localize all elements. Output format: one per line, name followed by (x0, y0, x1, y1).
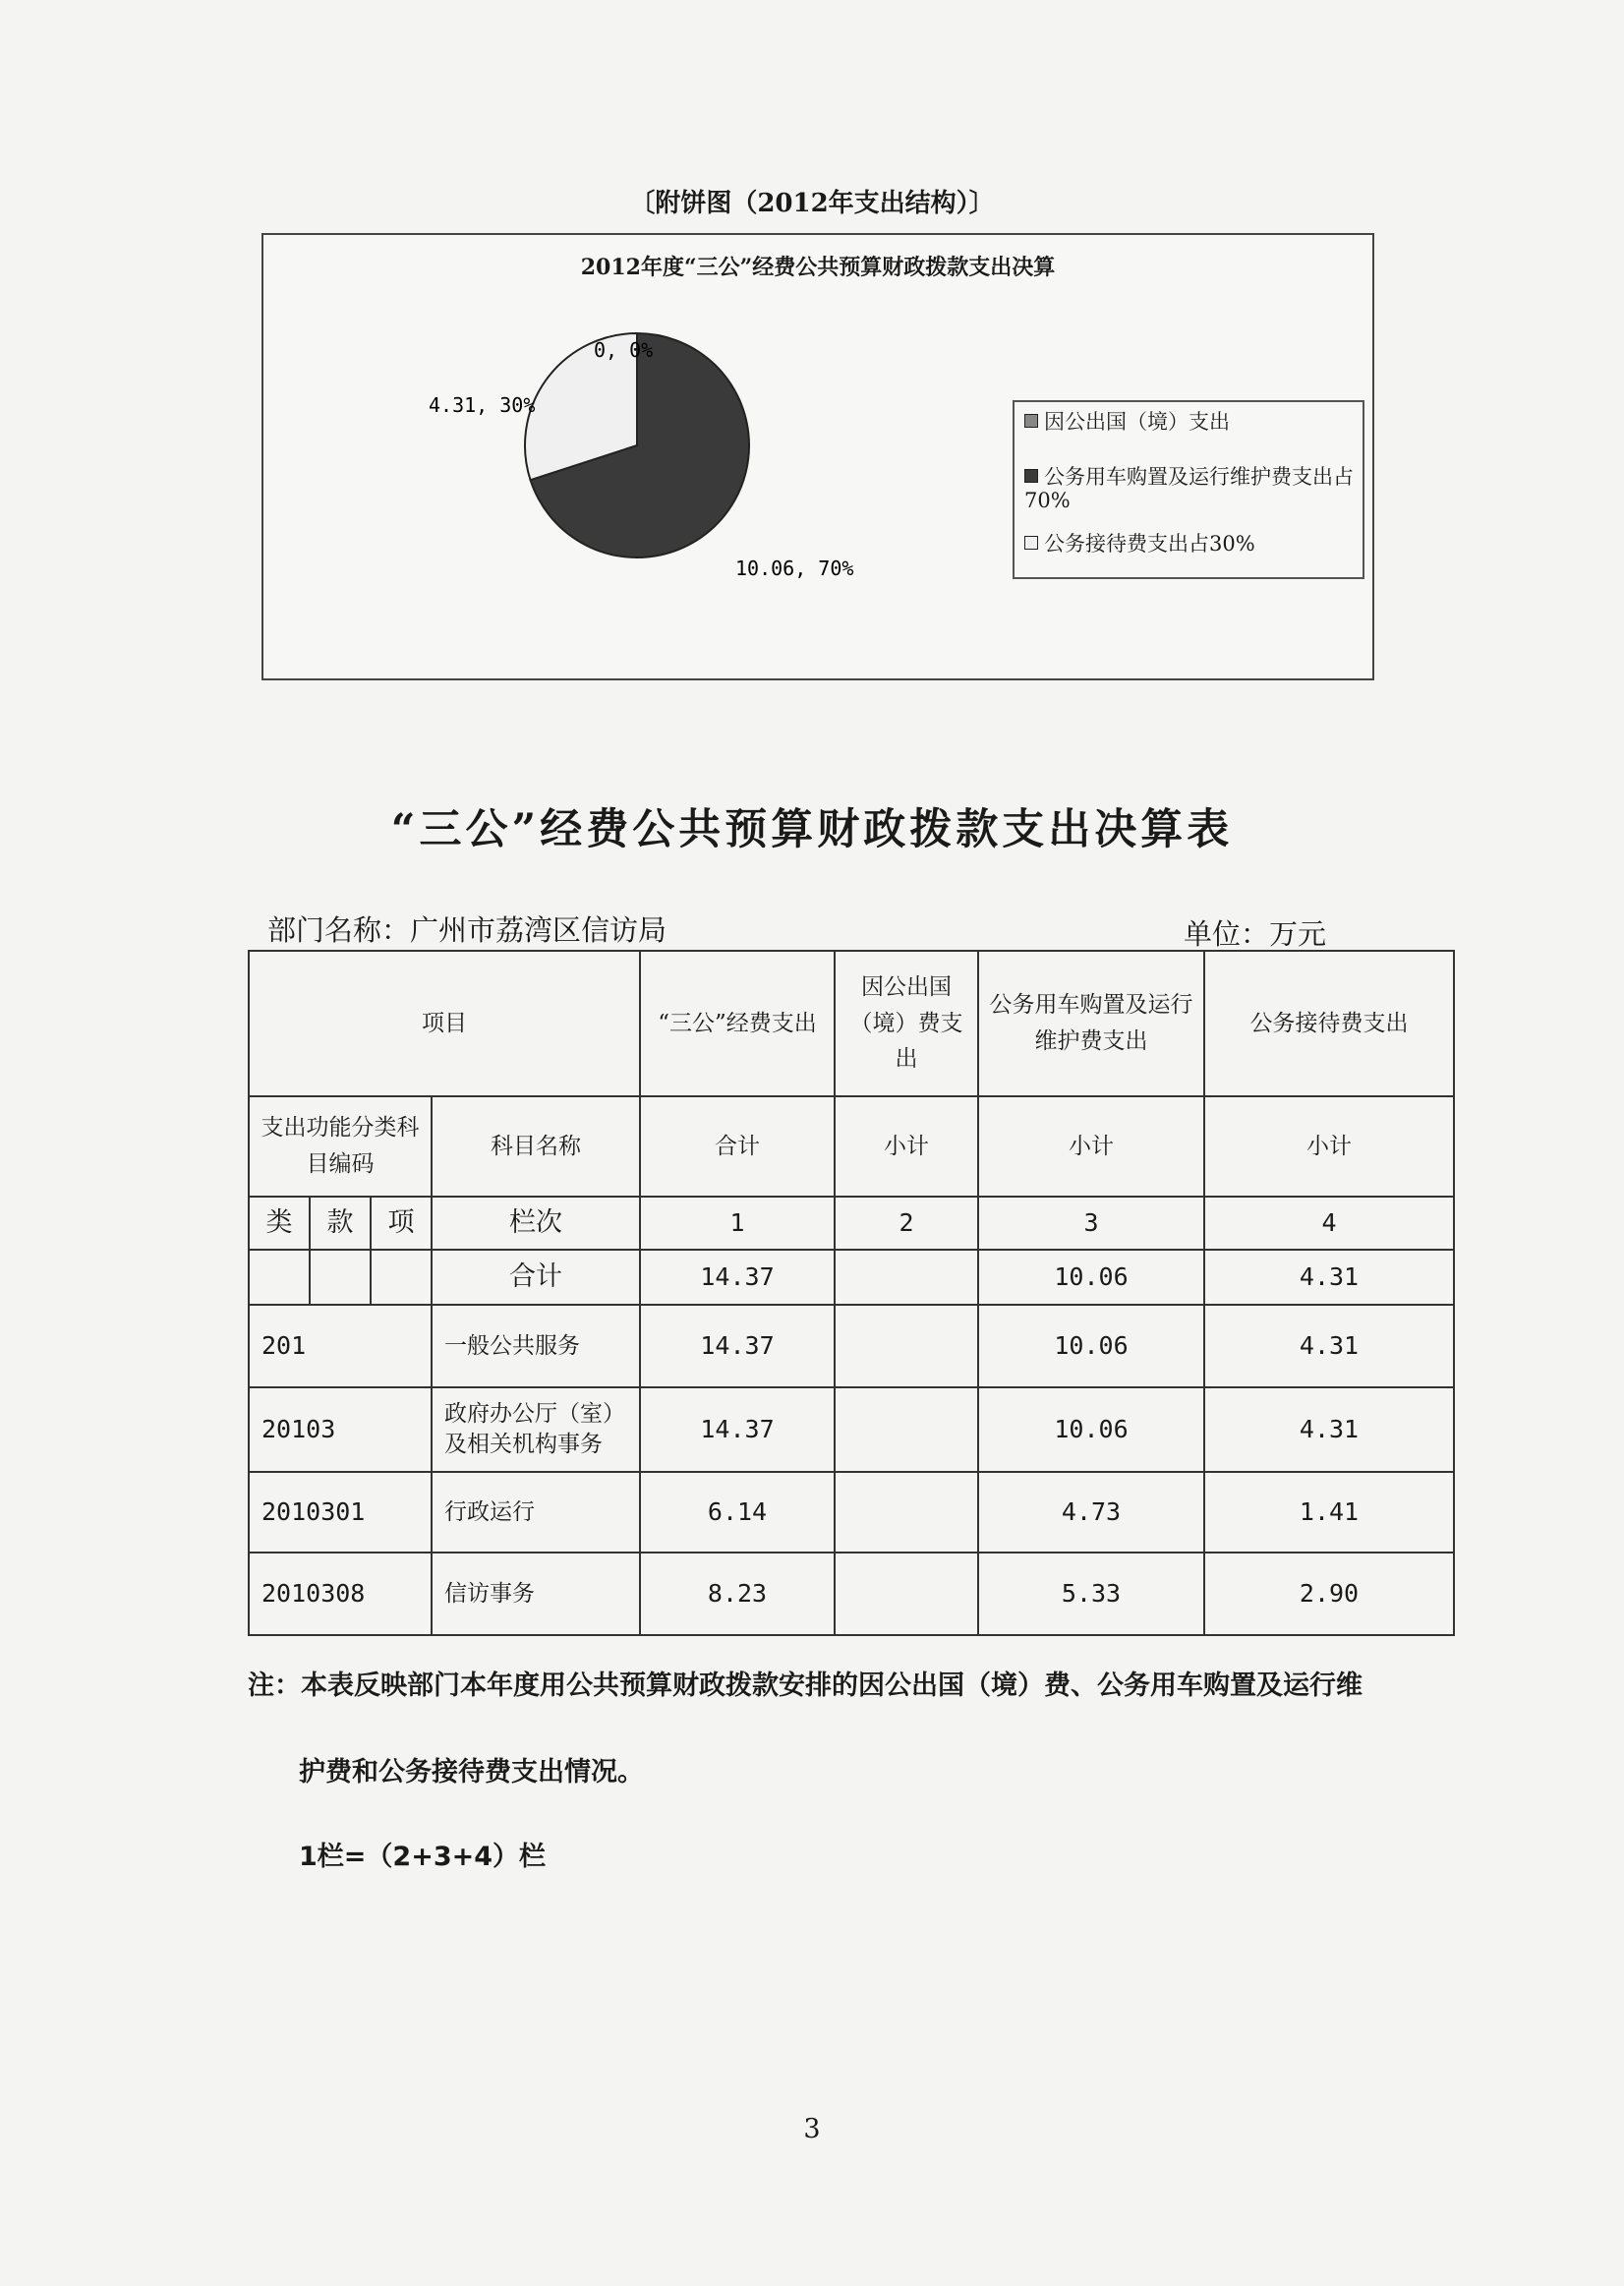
legend-swatch-icon (1024, 414, 1038, 428)
unit-label: 单位：万元 (1184, 917, 1327, 951)
header-lei: 类 (249, 1197, 310, 1250)
row-c4: 4.31 (1204, 1387, 1454, 1472)
header-n1: 1 (640, 1197, 835, 1250)
total-label: 合计 (432, 1250, 640, 1305)
header-col3: 公务用车购置及运行维护费支出 (978, 951, 1204, 1096)
row-c3: 10.06 (978, 1305, 1204, 1387)
legend-item-reception (1024, 532, 1355, 556)
row-c1: 14.37 (640, 1387, 835, 1472)
total-row (249, 1250, 1454, 1305)
row-c4: 2.90 (1204, 1553, 1454, 1635)
legend-item-overseas (1024, 410, 1355, 434)
attachment-title: 〔附饼图（2012年支出结构）〕 (629, 189, 995, 218)
header-col1: “三公”经费支出 (640, 951, 835, 1096)
expenditure-table (248, 950, 1455, 1636)
header-col4: 公务接待费支出 (1204, 951, 1454, 1096)
row-c2 (835, 1553, 978, 1635)
total-c2 (835, 1250, 978, 1305)
row-name: 政府办公厅（室）及相关机构事务 (432, 1387, 640, 1472)
row-c2 (835, 1472, 978, 1553)
table-row (249, 1305, 1454, 1387)
row-code: 2010308 (249, 1553, 432, 1635)
row-c3: 10.06 (978, 1387, 1204, 1472)
row-code: 201 (249, 1305, 432, 1387)
header-col1-sub: 合计 (640, 1096, 835, 1197)
page-number: 3 (803, 2114, 821, 2144)
header-subject-name: 科目名称 (432, 1096, 640, 1197)
pie-chart-panel (261, 233, 1374, 680)
header-col3-sub: 小计 (978, 1096, 1204, 1197)
header-func-code: 支出功能分类科目编码 (249, 1096, 432, 1197)
table-row (249, 1387, 1454, 1472)
header-n2: 2 (835, 1197, 978, 1250)
header-lanci: 栏次 (432, 1197, 640, 1250)
pie-data-label-overseas: 0, 0% (594, 338, 654, 362)
row-name: 信访事务 (432, 1553, 640, 1635)
table-row (249, 1472, 1454, 1553)
row-code: 20103 (249, 1387, 432, 1472)
row-c3: 4.73 (978, 1472, 1204, 1553)
row-c3: 5.33 (978, 1553, 1204, 1635)
row-c2 (835, 1387, 978, 1472)
pie-data-label-reception: 4.31, 30% (429, 393, 536, 417)
total-c4: 4.31 (1204, 1250, 1454, 1305)
row-c4: 1.41 (1204, 1472, 1454, 1553)
legend-label: 公务接待费支出占30% (1044, 532, 1255, 556)
header-kuan: 款 (310, 1197, 371, 1250)
legend-swatch-icon (1024, 536, 1038, 550)
header-n3: 3 (978, 1197, 1204, 1250)
row-name: 行政运行 (432, 1472, 640, 1553)
row-c4: 4.31 (1204, 1305, 1454, 1387)
header-xiang: 项 (371, 1197, 432, 1250)
row-c1: 8.23 (640, 1553, 835, 1635)
empty-cell (249, 1250, 310, 1305)
legend-label: 因公出国（境）支出 (1044, 410, 1230, 434)
pie-data-label-vehicle: 10.06, 70% (735, 557, 854, 580)
legend-label: 公务用车购置及运行维护费支出占70% (1024, 465, 1354, 512)
header-row-1 (249, 951, 1454, 1096)
empty-cell (310, 1250, 371, 1305)
note-line-3: 1栏=（2+3+4）栏 (299, 1842, 547, 1872)
chart-legend (1013, 400, 1364, 579)
total-c3: 10.06 (978, 1250, 1204, 1305)
row-c1: 14.37 (640, 1305, 835, 1387)
table-title: “三公”经费公共预算财政拨款支出决算表 (390, 805, 1234, 854)
table-row (249, 1553, 1454, 1635)
header-row-2 (249, 1096, 1454, 1197)
note-line-2: 护费和公务接待费支出情况。 (299, 1757, 644, 1788)
header-col4-sub: 小计 (1204, 1096, 1454, 1197)
department-name: 部门名称：广州市荔湾区信访局 (267, 913, 667, 947)
header-row-3 (249, 1197, 1454, 1250)
chart-title: 2012年度“三公”经费公共预算财政拨款支出决算 (580, 255, 1056, 280)
empty-cell (371, 1250, 432, 1305)
legend-item-vehicle (1024, 465, 1355, 512)
header-item: 项目 (249, 951, 640, 1096)
legend-swatch-icon (1024, 469, 1038, 483)
row-code: 2010301 (249, 1472, 432, 1553)
note-line-1: 注：本表反映部门本年度用公共预算财政拨款安排的因公出国（境）费、公务用车购置及运行维 (248, 1671, 1363, 1701)
header-n4: 4 (1204, 1197, 1454, 1250)
total-c1: 14.37 (640, 1250, 835, 1305)
header-col2: 因公出国（境）费支出 (835, 951, 978, 1096)
row-c1: 6.14 (640, 1472, 835, 1553)
row-c2 (835, 1305, 978, 1387)
header-col2-sub: 小计 (835, 1096, 978, 1197)
row-name: 一般公共服务 (432, 1305, 640, 1387)
